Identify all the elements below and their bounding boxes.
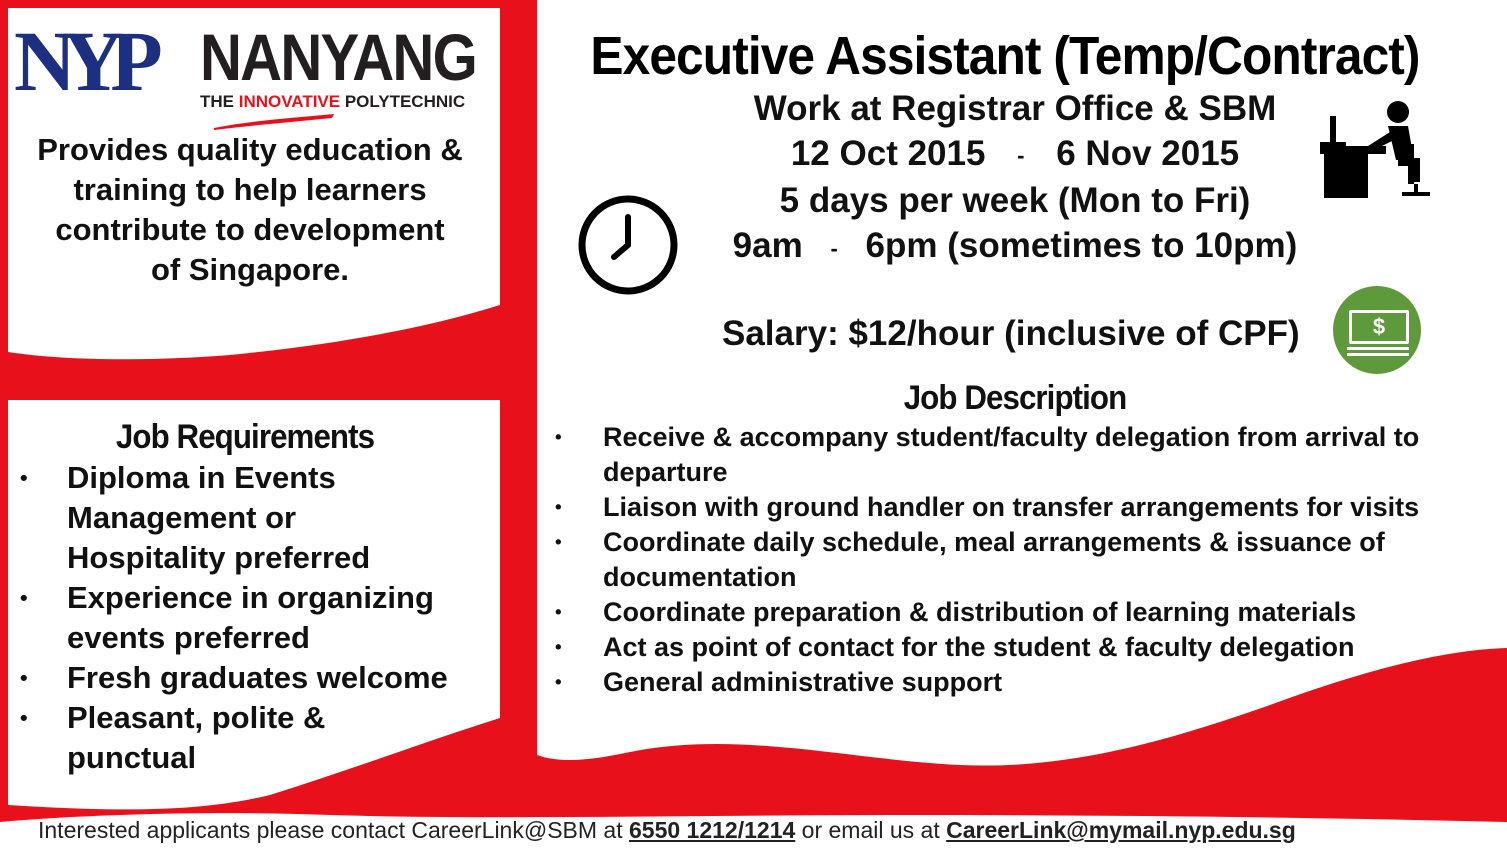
requirements-item xyxy=(20,578,490,658)
description-item xyxy=(555,490,1495,525)
bullet-icon: • xyxy=(555,497,562,518)
logo-mark-text: NYP xyxy=(14,22,149,102)
footer xyxy=(38,814,1498,846)
description-item xyxy=(555,420,1495,490)
requirements-item-line: punctual xyxy=(67,740,197,775)
requirements-item-line: events preferred xyxy=(67,620,310,655)
about-line: of Singapore. xyxy=(150,252,350,287)
money-line xyxy=(1347,353,1409,356)
money-symbol: $ xyxy=(1372,314,1386,339)
job-salary: Salary: $12/hour (inclusive of CPF) xyxy=(722,314,1300,353)
about-text xyxy=(10,130,490,290)
bullet-icon: • xyxy=(555,532,562,553)
footer-email-link[interactable]: CareerLink@mymail.nyp.edu.sg xyxy=(946,817,1296,843)
job-location: Work at Registrar Office & SBM xyxy=(753,89,1277,128)
requirements-item xyxy=(20,458,490,578)
description-item-line: Liaison with ground handler on transfer arrangements for visits xyxy=(603,492,1420,522)
requirements-item-line: Pleasant, polite & xyxy=(67,700,326,735)
money-bill xyxy=(1349,310,1409,344)
about-line: contribute to development xyxy=(55,212,445,247)
hours-separator: - xyxy=(830,235,838,261)
bullet-icon: • xyxy=(555,672,562,693)
footer-phone-link[interactable]: 6550 1212/1214 xyxy=(629,817,796,843)
bullet-icon: • xyxy=(20,705,28,730)
period-separator: - xyxy=(1017,143,1025,169)
job-title: Executive Assistant (Temp/Contract) xyxy=(590,26,1420,86)
requirements-item-line: Fresh graduates welcome xyxy=(67,660,448,695)
logo-swoosh xyxy=(214,114,334,130)
bullet-icon: • xyxy=(555,427,562,448)
logo-name: NANYANG xyxy=(200,20,476,94)
requirements-item-line: Hospitality preferred xyxy=(67,540,371,575)
job-details xyxy=(640,86,1390,271)
money-line xyxy=(1347,347,1409,350)
requirements-item-line: Management or xyxy=(67,500,297,535)
about-line: training to help learners xyxy=(73,172,427,207)
period-start: 12 Oct 2015 xyxy=(790,134,986,173)
description-item-line: departure xyxy=(603,457,728,487)
job-hours xyxy=(640,223,1390,270)
logo-tagline xyxy=(200,92,465,112)
description-item-line: Coordinate daily schedule, meal arrangements & issuance of xyxy=(603,527,1385,557)
description-item-line: Act as point of contact for the student & faculty delegation xyxy=(603,632,1355,662)
money-icon xyxy=(1333,286,1421,374)
hours-start: 9am xyxy=(732,226,803,266)
bullet-icon: • xyxy=(20,465,28,490)
description-item xyxy=(555,630,1495,665)
requirements-item xyxy=(20,698,490,778)
nyp-logo-mark xyxy=(14,22,199,102)
description-item-line: General administrative support xyxy=(603,667,1003,697)
nyp-logo xyxy=(14,22,494,132)
requirements-item-line: Experience in organizing xyxy=(67,580,434,615)
description-item xyxy=(555,665,1495,700)
requirements-item-line: Diploma in Events xyxy=(67,460,336,495)
logo-tagline-pre: THE xyxy=(200,92,239,111)
footer-text: Interested applicants please contact CareerLink@SBM at xyxy=(38,817,629,843)
bullet-icon: • xyxy=(20,665,28,690)
hours-end: 6pm (sometimes to 10pm) xyxy=(865,226,1298,266)
description-heading: Job Description xyxy=(903,379,1127,417)
requirements-heading: Job Requirements xyxy=(115,418,375,456)
description-item-line: Coordinate preparation & distribution of learning materials xyxy=(603,597,1357,627)
bullet-icon: • xyxy=(555,637,562,658)
bullet-icon: • xyxy=(555,602,562,623)
about-line: Provides quality education & xyxy=(37,132,463,167)
requirements-item xyxy=(20,658,490,698)
job-period xyxy=(640,131,1390,178)
description-item-line: documentation xyxy=(603,562,797,592)
clock-icon xyxy=(576,193,680,297)
description-item xyxy=(555,525,1495,595)
requirements-list xyxy=(20,458,490,778)
logo-tagline-post: POLYTECHNIC xyxy=(340,92,466,111)
description-item-line: Receive & accompany student/faculty delegation from arrival to xyxy=(603,422,1420,452)
logo-tagline-accent: INNOVATIVE xyxy=(238,92,341,111)
period-end: 6 Nov 2015 xyxy=(1056,134,1240,173)
description-item xyxy=(555,595,1495,630)
description-list xyxy=(555,420,1495,700)
bullet-icon: • xyxy=(20,585,28,610)
job-days: 5 days per week (Mon to Fri) xyxy=(779,181,1251,221)
footer-text: or email us at xyxy=(795,817,947,843)
desk-worker-icon xyxy=(1316,100,1442,200)
